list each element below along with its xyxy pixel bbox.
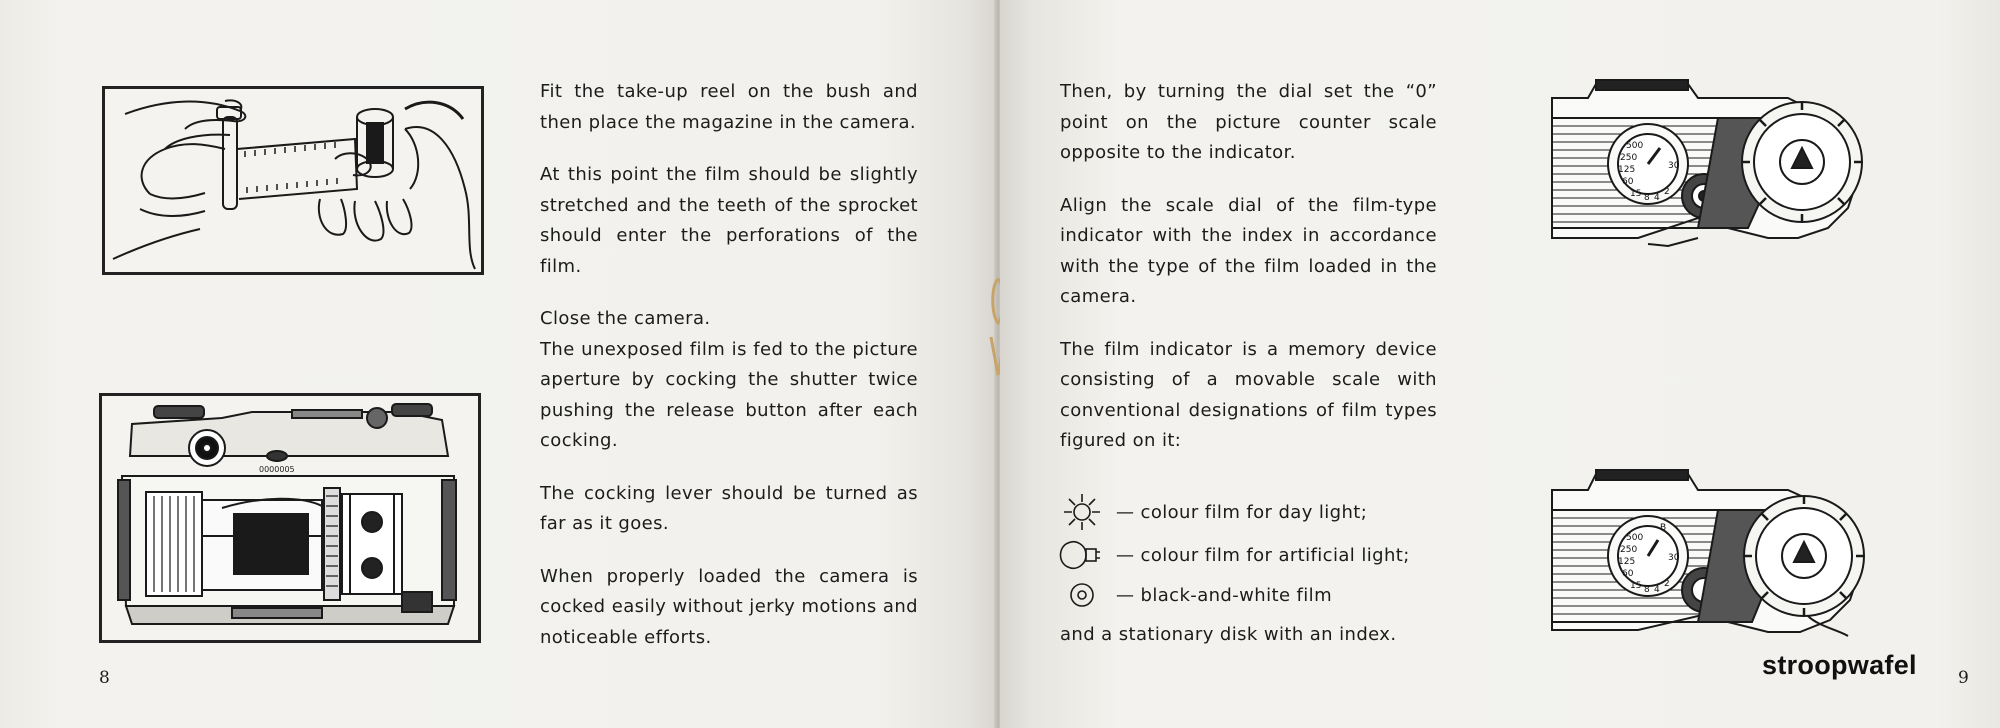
dial2-label-b: B: [1660, 523, 1667, 533]
dial2-label-500: 500: [1626, 533, 1644, 543]
legend-row-daylight: [1052, 492, 1367, 532]
film-loading-illustration: [102, 86, 484, 275]
camera-body-drawing: [102, 396, 478, 640]
right-text-column: [1060, 77, 1437, 479]
dial-label-60: 60: [1622, 177, 1634, 187]
legend-row-bw: [1052, 575, 1332, 615]
camera-top-dial-illustration-2: [1548, 466, 1868, 646]
legend-text-daylight: — colour film for day light;: [1116, 501, 1368, 523]
paragraph-cocking-lever: The cocking lever should be turned as far as it goes.: [540, 482, 918, 534]
camera-top-dial-illustration-1: [1548, 78, 1868, 248]
dial-label-8: 8: [1644, 193, 1650, 203]
dial-label-125: 125: [1618, 165, 1636, 175]
legend-text-bw: — black-and-white film: [1116, 584, 1333, 606]
paragraph-unexposed-film: The unexposed film is fed to the picture aperture by cocking the shutter twice pushing the release button after each cocking.: [540, 338, 918, 451]
open-camera-illustration: [99, 393, 481, 643]
svg-text:0000005: 0000005: [259, 465, 295, 474]
page-number-right: 9: [1958, 668, 1969, 688]
dial-label-500: 500: [1626, 141, 1644, 151]
paragraph-take-up-reel: Fit the take-up reel on the bush and then place the magazine in the camera.: [540, 81, 918, 133]
page-number-left: 8: [99, 668, 110, 688]
dial-label-250: 250: [1620, 153, 1638, 163]
dial-label-30: 30: [1668, 161, 1680, 171]
dial2-label-125: 125: [1618, 557, 1636, 567]
paragraph-set-dial: Then, by turning the dial set the “0” point on the picture counter scale opposite to the indicator.: [1060, 81, 1437, 163]
left-text-column: [540, 77, 918, 675]
right-page: [1000, 0, 2000, 728]
paragraph-film-stretched: At this point the film should be slightly stretched and the teeth of the sprocket should enter the perforations of the film.: [540, 164, 918, 277]
dial-label-2: 2: [1664, 187, 1670, 197]
legend-text-artificial: — colour film for artificial light;: [1116, 544, 1410, 566]
dial2-label-250: 250: [1620, 545, 1638, 555]
dial2-label-60: 60: [1622, 569, 1634, 579]
watermark: stroopwafel: [1762, 650, 1917, 680]
paragraph-properly-loaded: When properly loaded the camera is cocked easily without jerky motions and noticeable efforts.: [540, 565, 918, 648]
dial-label-15: 15: [1630, 189, 1642, 199]
paragraph-align-scale: Align the scale dial of the film-type indicator with the index in accordance with the type of the film loaded in the camera.: [1060, 194, 1437, 307]
paragraph-close-camera: Close the camera.: [540, 308, 711, 329]
hands-film-drawing: [105, 89, 481, 272]
dial2-label-30: 30: [1668, 553, 1680, 563]
closing-line: and a stationary disk with an index.: [1060, 624, 1397, 645]
lamp-icon: [1052, 535, 1112, 575]
dial2-label-4: 4: [1654, 585, 1660, 595]
sun-icon: [1052, 492, 1112, 532]
left-page: [0, 0, 996, 728]
legend-row-artificial: [1052, 535, 1410, 575]
paragraph-memory-device: The film indicator is a memory device consisting of a movable scale with conventional designations of film types figured on it:: [1060, 338, 1437, 451]
circle-dot-icon: [1052, 575, 1112, 615]
dial2-label-8: 8: [1644, 585, 1650, 595]
dial2-label-2: 2: [1664, 579, 1670, 589]
dial2-label-15: 15: [1630, 581, 1642, 591]
dial-label-4: 4: [1654, 193, 1660, 203]
